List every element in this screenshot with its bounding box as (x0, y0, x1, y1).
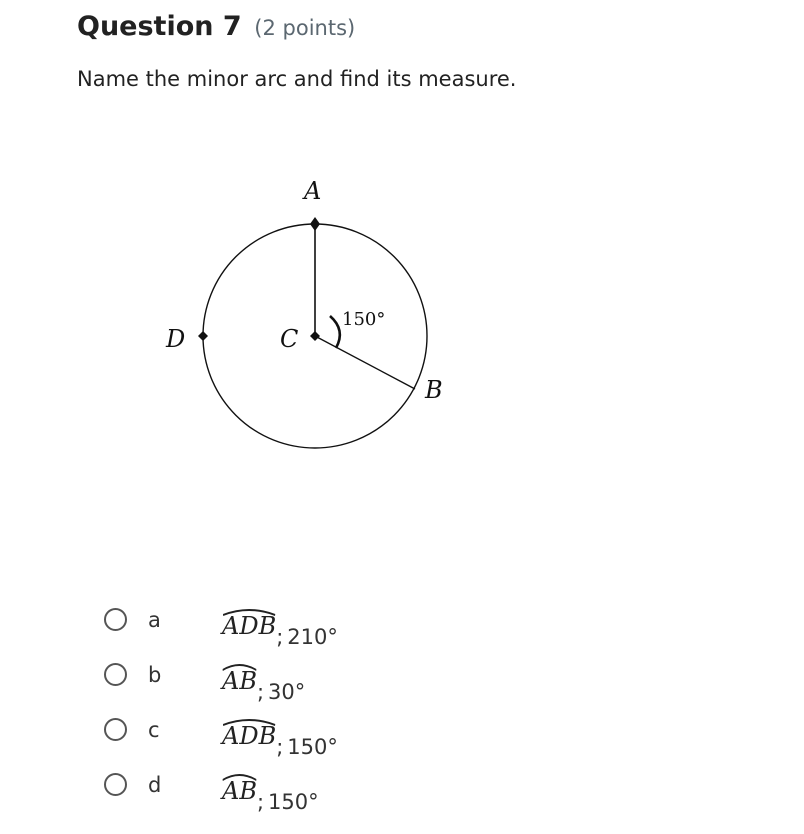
point-d-marker (198, 331, 208, 341)
option-b[interactable] (104, 661, 504, 716)
option-separator: ; (276, 625, 284, 649)
angle-label: 150° (342, 309, 386, 330)
label-c: C (280, 325, 299, 353)
point-a-marker (310, 217, 320, 231)
option-measure: 150° (268, 790, 319, 814)
option-answer (222, 771, 319, 814)
radio-button-c[interactable] (104, 718, 127, 741)
arc-letters: AB (222, 777, 257, 805)
option-measure: 210° (287, 625, 338, 649)
label-d: D (166, 325, 186, 353)
arc-name (222, 771, 257, 805)
option-measure: 30° (268, 680, 306, 704)
option-a[interactable] (104, 606, 504, 661)
radio-button-a[interactable] (104, 608, 127, 631)
arc-name (222, 606, 276, 640)
arc-overline-icon (222, 716, 276, 726)
arc-letters: AB (222, 667, 257, 695)
circle-diagram (150, 168, 470, 468)
label-b: B (425, 376, 443, 404)
option-c[interactable] (104, 716, 504, 771)
option-measure: 150° (287, 735, 338, 759)
angle-arc-mark (330, 316, 340, 348)
option-letter: c (148, 718, 160, 742)
arc-letters: ADB (222, 722, 277, 750)
option-separator: ; (256, 680, 265, 704)
arc-overline-icon (222, 771, 257, 781)
label-a: A (304, 177, 322, 205)
question-header (77, 9, 355, 46)
option-letter: d (148, 773, 162, 797)
option-letter: b (148, 663, 162, 687)
answer-options (104, 606, 504, 826)
point-c-marker (310, 331, 320, 341)
radio-button-d[interactable] (104, 773, 127, 796)
option-answer (222, 716, 338, 759)
option-d[interactable] (104, 771, 504, 826)
question-points: (2 points) (254, 16, 356, 40)
option-answer (222, 661, 306, 704)
option-separator: ; (276, 735, 284, 759)
circle-figure (150, 168, 470, 468)
arc-name (222, 661, 257, 695)
option-answer (222, 606, 338, 649)
radius-cb (315, 336, 415, 389)
arc-overline-icon (222, 661, 257, 671)
arc-name (222, 716, 276, 750)
question-prompt: Name the minor arc and find its measure. (77, 67, 517, 91)
option-separator: ; (256, 790, 265, 814)
arc-letters: ADB (222, 612, 277, 640)
question-title: Question 7 (77, 11, 242, 42)
arc-overline-icon (222, 606, 276, 616)
radio-button-b[interactable] (104, 663, 127, 686)
option-letter: a (148, 608, 161, 632)
